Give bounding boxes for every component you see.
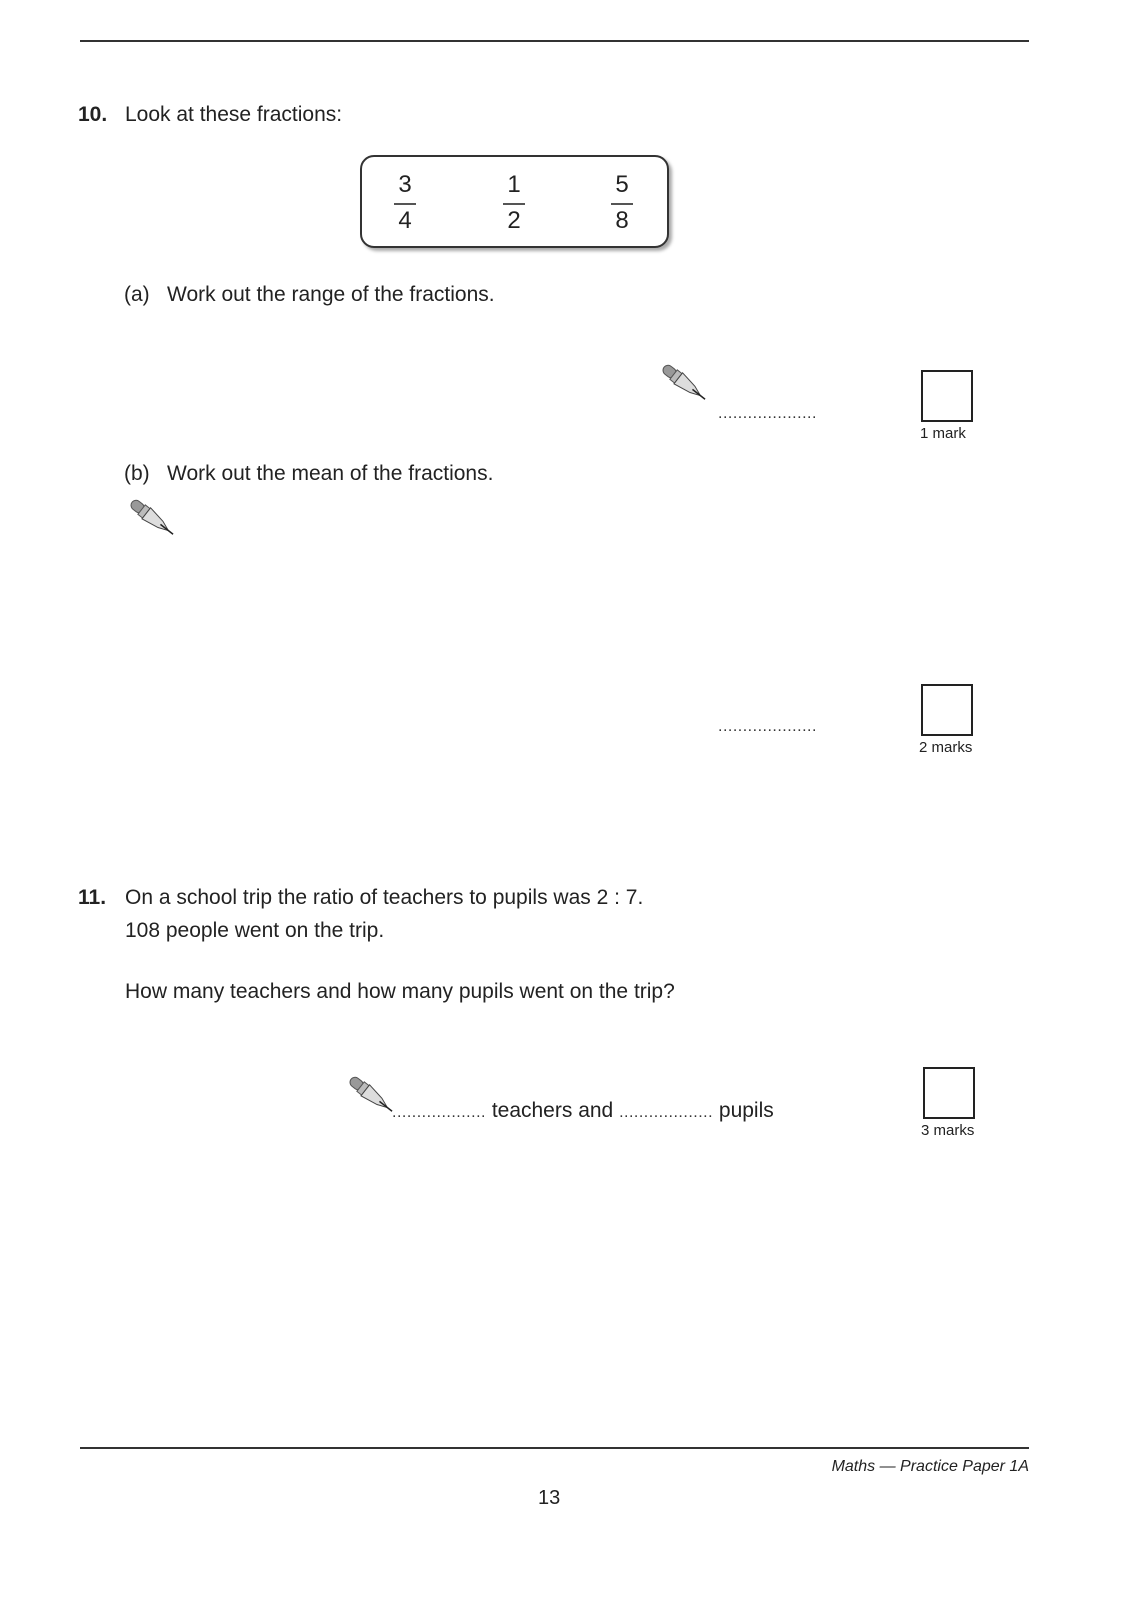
fraction-3-denominator: 8 [615,207,629,234]
part-a-marks: 1 mark [920,425,966,442]
part-b-answer-line[interactable]: .................... [718,718,817,735]
part-b-label: (b) [124,462,150,485]
part-b-mark-box [921,684,973,736]
fraction-1-numerator: 3 [398,171,412,198]
question-11-number: 11. [78,886,107,909]
fraction-3 [607,171,637,235]
fraction-2-numerator: 1 [507,171,521,198]
pupils-answer-blank[interactable]: ................... [619,1104,714,1121]
part-a-text: Work out the range of the fractions. [167,283,495,306]
question-11-marks: 3 marks [921,1122,975,1139]
fraction-3-numerator: 5 [615,171,629,198]
teachers-and-text: teachers and [491,1099,614,1122]
top-rule [80,40,1029,42]
fractions-box [360,155,669,248]
pupils-text: pupils [718,1099,774,1122]
fraction-1 [390,171,420,235]
fraction-3-bar [611,203,633,205]
part-a-label: (a) [124,283,150,306]
pen-icon [123,495,179,539]
part-b-marks: 2 marks [919,739,973,756]
fraction-2-denominator: 2 [507,207,521,234]
question-11-mark-box [923,1067,975,1119]
pen-icon [342,1072,398,1116]
fraction-2-bar [503,203,525,205]
footer-title: Maths — Practice Paper 1A [831,1458,1029,1475]
part-b-text: Work out the mean of the fractions. [167,462,494,485]
part-a-mark-box [921,370,973,422]
bottom-rule [80,1447,1029,1449]
fraction-1-denominator: 4 [398,207,412,234]
part-a-answer-line[interactable]: .................... [718,405,817,422]
question-11-prompt: How many teachers and how many pupils went on the trip? [125,980,675,1003]
pen-icon [655,360,711,404]
teachers-answer-blank[interactable]: ................... [392,1104,486,1121]
question-11-line-1: On a school trip the ratio of teachers to pupils was 2 : 7. [125,886,644,909]
question-10-prompt: Look at these fractions: [125,103,343,126]
fraction-1-bar [394,203,416,205]
question-11-answer [392,1099,774,1123]
fraction-2 [499,171,529,235]
page-number: 13 [538,1487,561,1509]
question-11-line-2: 108 people went on the trip. [125,919,385,942]
question-10-number: 10. [78,103,108,126]
